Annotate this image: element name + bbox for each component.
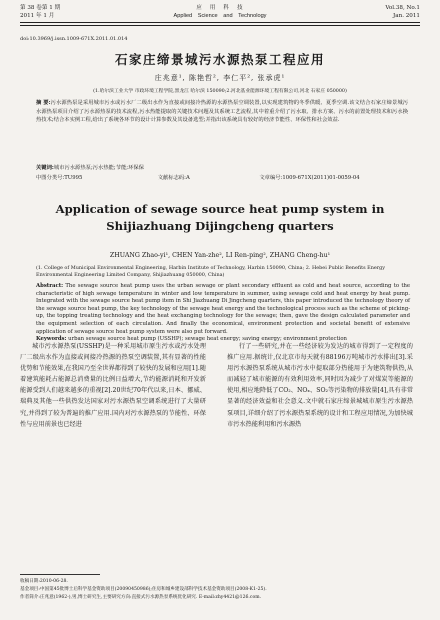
footnote-author: 作者简介:庄兆意(1962-),男,博士研究生,主要研究方向:直接式污水源热泵系统优化研究. E-mail:zhy4421@126.com. [20, 594, 262, 600]
keywords-label-cn: 关键词: [36, 165, 54, 171]
clc-number: 中图分类号:TU995 [36, 175, 83, 181]
keywords-cn [36, 163, 408, 171]
keywords-label-en: Keywords: [36, 336, 67, 343]
issue-date-en: Jan. 2011 [393, 13, 420, 19]
abstract-text-en: The sewage source heat pump uses the urban sewage or plant secondary effluent as cold and heat source, according to the characteristic of high sewage temperature in winter and low temperature in summer, using sewage cold and heat energy by heat pump. Integrated with the sewage source heat pump item in Shi Jiazhuang Di Jingcheng quarters, this paper introduced the technology theory of the sewage source heat pump, the key technology of the sewage heat energy and the technological process such as the scheme of picking-up, the topping treating technology and the heat exchanging technology for the sewage; then, gave the design calculated parameter and the equipment selection of each circulation. And finally the economical, environment protection and societal benefit of extensive application of sewage source heat pump system were also put forward. [36, 283, 410, 335]
affiliation-cn: (1.哈尔滨工业大学 市政环境工程学院,黑龙江 哈尔滨 150090;2.河北基业能源环境工程有限公司,河北 石家庄 050000) [93, 89, 347, 94]
body-column-left: 城市污水源热泵(USSHP)是一种采用城市原生污水或污水处理厂二级出水作为直接或间接冷热源的热泵空调装置,其有显著的性能优势和节能效果,在我国乃至全世界都得到了较快的发展和应用[1].随着建筑能耗占能源总消费量的比例日益增大,节约能源消耗和开发新能源受到人们越来越多的重视[2].20世纪70年代以来,日本、挪威、瑞典及其他一些供热发达国家对污水源热泵空调系统进行了大量研究,并得到了较为普遍的推广应用.国内对污水源热泵的节能性、环保性与应用前景也已经进 [20, 343, 206, 428]
abstract-label-cn: 摘 要: [36, 100, 51, 106]
keywords-text-cn: 城市污水源热泵;污水热能;节能;环保保 [53, 165, 144, 171]
volume-issue: 第 38 卷第 1 期 [20, 5, 61, 11]
classification-line [36, 173, 408, 181]
issue-date-cn: 2011 年 1 月 [20, 13, 55, 19]
abstract-en [36, 283, 410, 344]
abstract-cn [36, 99, 408, 125]
document-code: 文献标志码:A [157, 175, 190, 181]
footnote-received: 收稿日期:2010-06-28. [20, 579, 68, 584]
footnote-rule [20, 574, 100, 575]
affiliation-en: (1. College of Municipal Environmental Engineering, Harbin Institute of Technology, Harbin 150090, China; 2. Hebei Public Benefits Energy Environmental Engineering Limited Company, Shijiazhuang 050000, China) [36, 265, 385, 278]
abstract-label-en: Abstract: [36, 283, 64, 289]
header-rule-thin [20, 25, 420, 26]
doi: doi:10.3969/j.issn.1009-671X.2011.01.014 [20, 36, 128, 42]
abstract-text-cn: 污水源热泵是采用城市污水或污水厂二级出水作为直接或间接冷热源的水源热泵空调装置,以实现建筑物的冬季供暖、夏季空调.该文结合石家庄缔景城污水源热泵项目介绍了污水源热泵的技术流程,污水热能提取的关键技术问题及其系统工艺流程,其中着重介绍了污水取、排水方案、污水的前置处理技术和污水换热技术;结合本实例工程,给出了系统各环节的设计计算参数及其设备选型;并指出该系统具有较好的经济节能性、环保性和社会效益. [36, 100, 408, 124]
article-number: 文章编号:1009-671X(2011)01-0059-04 [259, 175, 360, 181]
header-rule-thick [20, 22, 420, 23]
journal-name-en: Applied Science and Technology [173, 13, 267, 19]
journal-name-cn: 应 用 科 技 [196, 5, 244, 11]
authors-cn: 庄兆意¹, 陈艳哲², 李仁平², 张承虎¹ [154, 74, 286, 82]
body-column-right: 行了一些研究,并在一些经济较为发达的城市得到了一定程度的推广应用.据统计,仅北京市每天就有88196万吨城市污水排出[3].采用污水源热泵系统从城市污水中提取部分热能用于为建筑物供热,从而减轻了城市能源的有效利用效率,同时因为减少了对煤炭等能源的使用,相应地降低了CO₂、NOₓ、SO₂等污染物的排放量[4],具有非常显著的经济效益和社会意义.文中就石家庄缔景城城市原生污水源热泵项目,详细介绍了污水源热泵系统的设计和工程应用情况,为加快城市污水热能利用和污水源热 [227, 343, 414, 428]
keywords-text-en: urban sewage source heat pump (USSHP); sewage heat energy; saving energy; environment protection [68, 336, 347, 343]
footnote-fund: 基金项目:中国第45批博士后科学基金资助项目(20090450986);住房和城乡建设部科学技术基金资助项目(2008-K1-25). [20, 586, 267, 592]
volume-issue-en: Vol.38, No.1 [385, 5, 420, 11]
title-cn: 石家庄缔景城污水源热泵工程应用 [114, 52, 325, 67]
authors-en: ZHUANG Zhao-yi¹, CHEN Yan-zhe², LI Ren-ping², ZHANG Cheng-hu¹ [109, 252, 331, 259]
footnotes [20, 578, 420, 601]
title-en: Application of sewage source heat pump system in Shijiazhuang Dijingcheng quarters [55, 202, 385, 233]
